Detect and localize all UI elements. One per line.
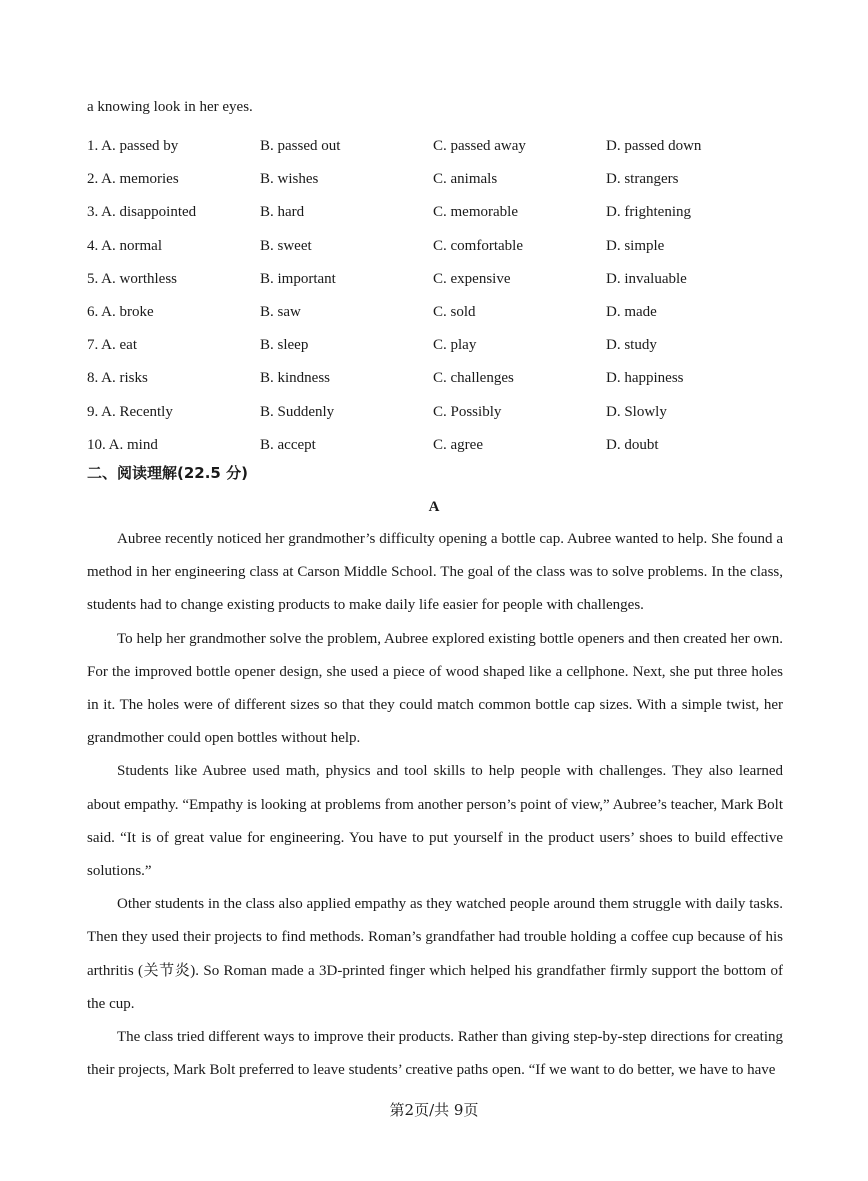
option-c: C. challenges: [433, 370, 514, 387]
option-b: B. Suddenly: [260, 403, 335, 420]
option-c: C. Possibly: [433, 403, 502, 420]
option-b: B. wishes: [260, 171, 319, 188]
option-d: D. frightening: [606, 204, 691, 221]
option-a: 9. A. Recently: [87, 403, 173, 420]
option-row: [87, 396, 787, 429]
option-a: 1. A. passed by: [87, 138, 179, 155]
option-d: D. simple: [606, 237, 665, 254]
option-b: B. accept: [260, 436, 316, 453]
paragraph: Other students in the class also applied empathy as they watched people around them struggle with daily tasks. Then they used their projects to find methods. Roman’s grandfather had trouble holding a coffee cup because of his arthritis (关节炎). So Roman made a 3D-printed finger which helped his grandfather firmly support the bottom of the cup.: [87, 896, 783, 1012]
option-a: 10. A. mind: [87, 436, 158, 453]
option-d: D. doubt: [606, 436, 659, 453]
reading-passage: [87, 523, 783, 1087]
option-b: B. sweet: [260, 237, 312, 254]
continuation-line: a knowing look in her eyes.: [87, 99, 253, 115]
option-d: D. strangers: [606, 171, 679, 188]
paragraph: Students like Aubree used math, physics and tool skills to help people with challenges. They also learned about empathy. “Empathy is looking at problems from another person’s point of view,” Aubree’s teacher, Mark Bolt said. “It is of great value for engineering. You have to put yourself in the product users’ shoes to build effective solutions.”: [87, 763, 783, 880]
option-c: C. animals: [433, 171, 498, 188]
option-d: D. passed down: [606, 138, 702, 155]
option-row: [87, 362, 787, 395]
option-b: B. sleep: [260, 337, 309, 354]
option-row: [87, 329, 787, 362]
option-d: D. Slowly: [606, 403, 667, 420]
option-c: C. comfortable: [433, 237, 523, 254]
option-row: [87, 296, 787, 329]
option-a: 5. A. worthless: [87, 270, 177, 287]
option-a: 8. A. risks: [87, 370, 148, 387]
option-a: 7. A. eat: [87, 337, 137, 354]
paragraph: To help her grandmother solve the problem, Aubree explored existing bottle openers and then created her own. For the improved bottle opener design, she used a piece of wood shaped like a cellphone. Next, she put three holes in it. The holes were of different sizes so that they could match common bottle cap sizes. With a simple twist, her grandmother could open bottles without help.: [87, 630, 783, 747]
option-row: [87, 163, 787, 196]
option-row: [87, 230, 787, 263]
option-b: B. passed out: [260, 138, 341, 155]
option-c: C. agree: [433, 436, 483, 453]
option-a: 2. A. memories: [87, 171, 179, 188]
option-row: [87, 263, 787, 296]
page-number: 第2页/共 9页: [389, 1101, 479, 1119]
cloze-options: [87, 130, 787, 462]
option-c: C. memorable: [433, 204, 518, 221]
option-d: D. made: [606, 304, 657, 321]
option-row: [87, 130, 787, 163]
option-b: B. hard: [260, 204, 305, 221]
option-c: C. play: [433, 337, 477, 354]
option-d: D. happiness: [606, 370, 684, 387]
option-c: C. sold: [433, 304, 476, 321]
paragraph: The class tried different ways to improve their products. Rather than giving step-by-step directions for creating their projects, Mark Bolt preferred to leave students’ creative paths open. “If we want to do better, we have to have: [87, 1029, 783, 1079]
section-heading: 二、阅读理解(22.5 分): [87, 464, 248, 482]
option-d: D. study: [606, 337, 657, 354]
paragraph: Aubree recently noticed her grandmother’s difficulty opening a bottle cap. Aubree wanted to help. She found a method in her engineering class at Carson Middle School. The goal of the class was to solve problems. In the class, students had to change existing products to make daily life easier for people with challenges.: [87, 531, 783, 614]
option-a: 6. A. broke: [87, 304, 154, 321]
option-c: C. expensive: [433, 270, 511, 287]
option-b: B. kindness: [260, 370, 331, 387]
option-b: B. saw: [260, 304, 301, 321]
option-a: 4. A. normal: [87, 237, 162, 254]
option-row: [87, 196, 787, 229]
option-c: C. passed away: [433, 138, 526, 155]
option-row: [87, 429, 787, 462]
passage-label: A: [428, 499, 440, 515]
option-b: B. important: [260, 270, 336, 287]
option-a: 3. A. disappointed: [87, 204, 197, 221]
option-d: D. invaluable: [606, 270, 687, 287]
